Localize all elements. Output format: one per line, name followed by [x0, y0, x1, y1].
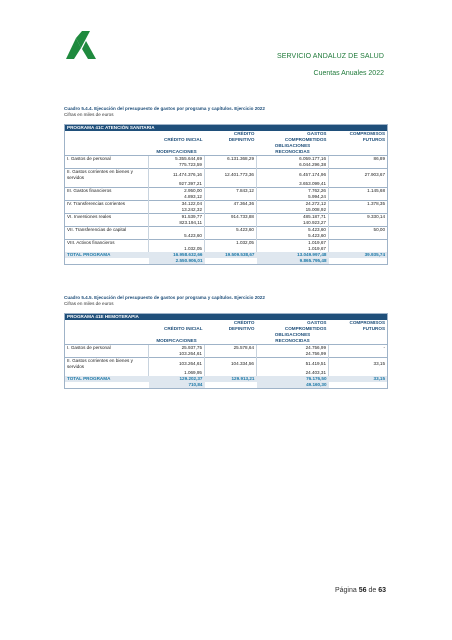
- organization-name: SERVICIO ANDALUZ DE SALUD: [276, 53, 384, 60]
- total-comprometidos: 13.049.997,48: [257, 252, 329, 258]
- total-futuros: 33,15: [329, 376, 388, 382]
- cell-inicial: 91.539,77: [149, 214, 205, 221]
- total-definitivo: 19.509.538,67: [205, 252, 257, 258]
- col-credito-inicial: CRÉDITO INICIAL: [164, 137, 203, 143]
- total-modificaciones: 710,84: [149, 382, 205, 389]
- cell-modificaciones: 5.423,60: [149, 233, 205, 240]
- total-reconocidas: 49.160,30: [257, 382, 329, 389]
- cell-futuros: -: [329, 345, 388, 352]
- table2-units: Cifras en miles de euros: [64, 301, 114, 306]
- col-gastos-1: GASTOS: [307, 320, 327, 326]
- col-compromisos-1: COMPROMISOS: [349, 320, 386, 326]
- cell-definitivo: 25.578,64: [205, 345, 257, 352]
- budget-table-41e: [64, 313, 388, 389]
- page-current: 56: [358, 587, 367, 594]
- cell-futuros: 27.903,67: [329, 169, 388, 182]
- cell-definitivo: 5.423,60: [205, 227, 257, 234]
- cell-reconocidas: 5.994,24: [257, 194, 329, 201]
- row-label: VIII. Activos financieros: [65, 240, 149, 247]
- table1-caption: [64, 106, 265, 118]
- total-row-sub: [65, 258, 388, 265]
- cell-comprometidos: 24.272,12: [257, 201, 329, 208]
- cell-definitivo: 12.401.773,36: [205, 169, 257, 182]
- total-modificaciones: 2.550.906,01: [149, 258, 205, 265]
- total-comprometidos: 76.176,50: [257, 376, 329, 382]
- cell-futuros: 1.378,35: [329, 201, 388, 208]
- page-prefix: Página: [334, 587, 357, 594]
- cell-comprometidos: 5.423,60: [257, 227, 329, 234]
- table1-title: Cuadro 5.4.4. Ejecución del presupuesto de gastos por programa y capítulos. Ejercicio 2022: [64, 106, 265, 111]
- col-credito-definitivo-2: DEFINITIVO: [228, 137, 255, 143]
- cell-futuros: 50,00: [329, 227, 388, 234]
- cell-futuros: 9.330,14: [329, 214, 388, 221]
- cell-reconocidas: 3.653.099,41: [257, 181, 329, 188]
- cell-futuros: 1.145,68: [329, 188, 388, 195]
- page-sep: de: [368, 587, 377, 594]
- cell-definitivo: 7.843,12: [205, 188, 257, 195]
- row-label: II. Gastos corrientes en bienes y servidos: [65, 169, 149, 182]
- row-label: IV. Transferencias corrientes: [65, 201, 149, 208]
- cell-comprometidos: 485.187,71: [257, 214, 329, 221]
- cell-modificaciones: 823.194,11: [149, 220, 205, 227]
- cell-reconocidas: 140.923,27: [257, 220, 329, 227]
- cell-inicial: 103.264,61: [149, 358, 205, 371]
- cell-inicial: 2.950,00: [149, 188, 205, 195]
- cell-modificaciones: 103.264,61: [149, 351, 205, 358]
- col-credito-inicial: CRÉDITO INICIAL: [164, 326, 203, 332]
- cell-modificaciones: 775.723,59: [149, 162, 205, 169]
- cell-definitivo: 47.364,36: [205, 201, 257, 208]
- cell-reconocidas: 15.008,92: [257, 207, 329, 214]
- col-modificaciones: MODIFICACIONES: [156, 149, 197, 155]
- col-compromisos-2: FUTUROS: [362, 137, 386, 143]
- cell-reconocidas: 1.019,67: [257, 246, 329, 252]
- table1-program: PROGRAMA 41C ATENCIÓN SANITARIA: [65, 125, 388, 132]
- cell-reconocidas: 24.756,99: [257, 351, 329, 358]
- col-compromisos-2: FUTUROS: [362, 326, 386, 332]
- total-inicial: 129.202,37: [149, 376, 205, 382]
- col-gastos-2: COMPROMETIDOS: [284, 137, 327, 143]
- col-obligaciones: OBLIGACIONES: [274, 332, 311, 338]
- col-gastos-2: COMPROMETIDOS: [284, 326, 327, 332]
- cell-reconocidas: 6.044.296,38: [257, 162, 329, 169]
- row-label: I. Gastos de personal: [65, 156, 149, 163]
- cell-modificaciones: 1.032,05: [149, 246, 205, 252]
- row-label: II. Gastos corrientes en bienes y servidos: [65, 358, 149, 371]
- total-futuros: 39.935,74: [329, 252, 388, 258]
- budget-table-41c: [64, 124, 388, 265]
- table1-units: Cifras en miles de euros: [64, 112, 114, 117]
- cell-reconocidas: 5.423,60: [257, 233, 329, 240]
- cell-inicial: 25.937,75: [149, 345, 205, 352]
- col-credito-definitivo-1: CRÉDITO: [233, 320, 255, 326]
- document-subtitle: Cuentas Anuales 2022: [313, 70, 384, 77]
- page-number: [335, 587, 386, 594]
- row-label: III. Gastos financieros: [65, 188, 149, 195]
- cell-reconocidas: 24.403,31: [257, 370, 329, 376]
- row-label: VII. Transferencias de capital: [65, 227, 149, 234]
- cell-comprometidos: 7.762,26: [257, 188, 329, 195]
- cell-definitivo: 104.334,56: [205, 358, 257, 371]
- table-row: [65, 169, 388, 182]
- col-reconocidas: RECONOCIDAS: [275, 338, 310, 344]
- col-gastos-1: GASTOS: [307, 131, 327, 137]
- total-label: TOTAL PROGRAMA: [65, 252, 149, 258]
- cell-definitivo: 1.032,05: [205, 240, 257, 247]
- cell-modificaciones: 927.397,21: [149, 181, 205, 188]
- col-modificaciones: MODIFICACIONES: [156, 338, 197, 344]
- cell-comprometidos: 51.419,51: [257, 358, 329, 371]
- total-label: TOTAL PROGRAMA: [65, 376, 149, 382]
- cell-comprometidos: 24.756,99: [257, 345, 329, 352]
- total-row-sub: [65, 382, 388, 389]
- total-inicial: 16.958.632,66: [149, 252, 205, 258]
- cell-inicial: 34.122,04: [149, 201, 205, 208]
- row-label: I. Gastos de personal: [65, 345, 149, 352]
- total-definitivo: 129.913,21: [205, 376, 257, 382]
- table2-program: PROGRAMA 41E HEMOTERAPIA: [65, 314, 388, 321]
- page-total: 63: [378, 587, 386, 594]
- cell-definitivo: 914.733,88: [205, 214, 257, 221]
- cell-definitivo: 6.131.368,29: [205, 156, 257, 163]
- col-credito-definitivo-2: DEFINITIVO: [228, 326, 255, 332]
- total-reconocidas: 9.865.795,48: [257, 258, 329, 265]
- cell-comprometidos: 6.059.177,16: [257, 156, 329, 163]
- col-obligaciones: OBLIGACIONES: [274, 143, 311, 149]
- cell-futuros: 86,89: [329, 156, 388, 163]
- cell-modificaciones: 1.069,95: [149, 370, 205, 376]
- col-compromisos-1: COMPROMISOS: [349, 131, 386, 137]
- cell-inicial: 5.355.644,69: [149, 156, 205, 163]
- table2-caption: [64, 295, 265, 307]
- junta-andalucia-logo: [62, 30, 98, 60]
- cell-comprometidos: 1.019,67: [257, 240, 329, 247]
- col-credito-definitivo-1: CRÉDITO: [233, 131, 255, 137]
- table2-title: Cuadro 5.4.5. Ejecución del presupuesto de gastos por programa y capítulos. Ejercicio 2022: [64, 295, 265, 300]
- cell-comprometidos: 6.457.174,96: [257, 169, 329, 182]
- col-reconocidas: RECONOCIDAS: [275, 149, 310, 155]
- cell-futuros: 33,15: [329, 358, 388, 371]
- cell-inicial: 11.474.376,16: [149, 169, 205, 182]
- row-label: VI. Inversiones reales: [65, 214, 149, 221]
- table-row: [65, 358, 388, 371]
- cell-modificaciones: 4.893,12: [149, 194, 205, 201]
- cell-modificaciones: 13.242,32: [149, 207, 205, 214]
